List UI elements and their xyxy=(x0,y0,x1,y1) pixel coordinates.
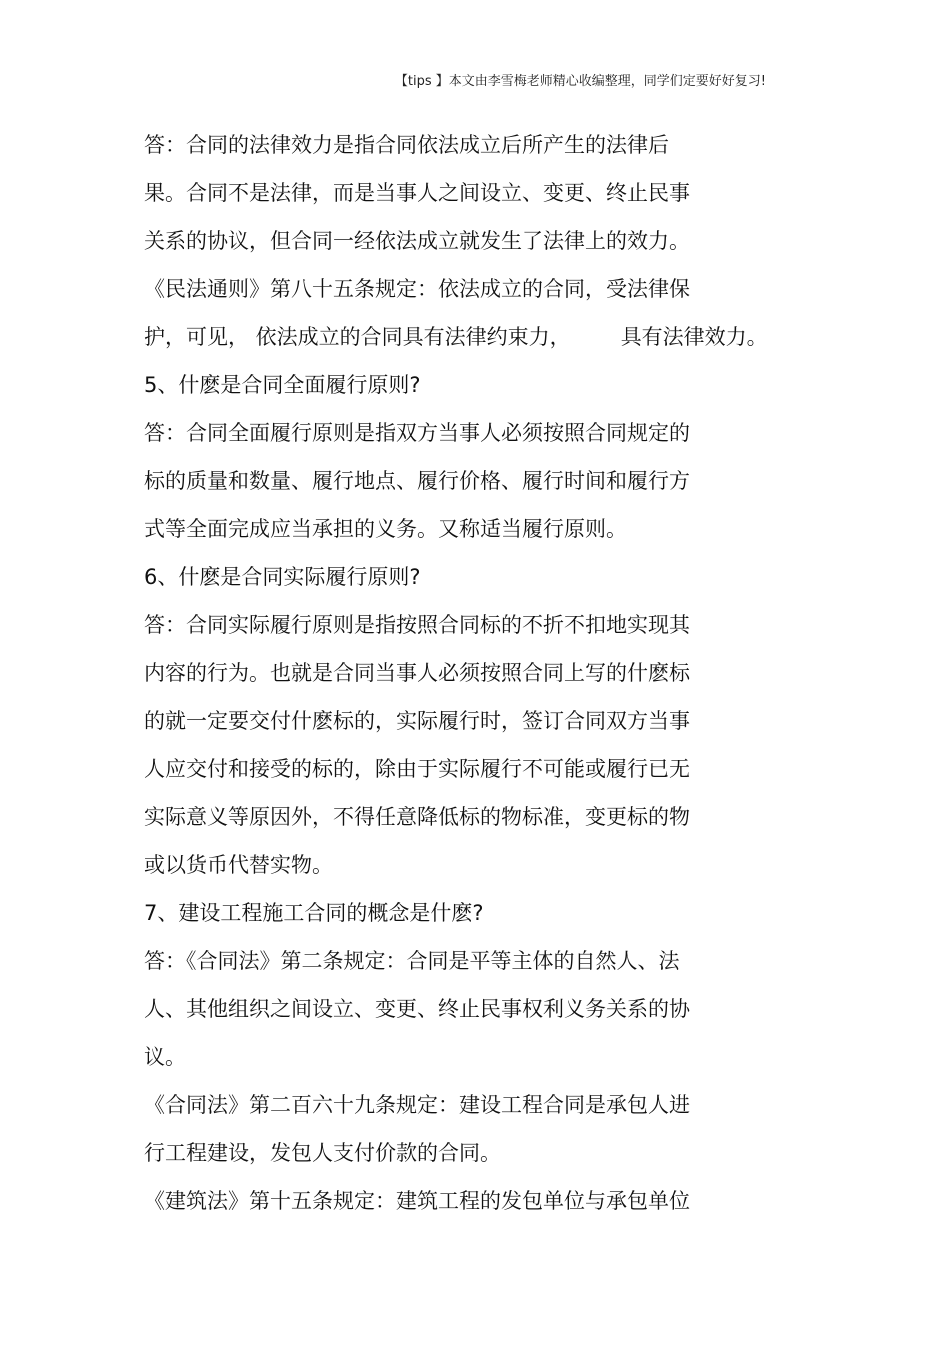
text-line: 或以货币代替实物。 xyxy=(144,853,333,877)
text-line: 的就一定要交付什麽标的，实际履行时，签订合同双方当事 xyxy=(144,709,690,733)
text-line: 《建筑法》第十五条规定：建筑工程的发包单位与承包单位 xyxy=(144,1189,690,1213)
text-line: 式等全面完成应当承担的义务。又称适当履行原则。 xyxy=(144,517,627,541)
text-line: 答：合同实际履行原则是指按照合同标的不折不扣地实现其 xyxy=(144,613,690,637)
question-heading: 5、什麽是合同全面履行原则? xyxy=(144,373,421,397)
text-line xyxy=(144,320,824,368)
text-line: 议。 xyxy=(144,1045,186,1069)
text-line: 《民法通则》第八十五条规定：依法成立的合同，受法律保 xyxy=(144,277,690,301)
text-line: 关系的协议，但合同一经依法成立就发生了法律上的效力。 xyxy=(144,229,690,253)
header-tip: 【tips 】本文由李雪梅老师精心收编整理，同学们定要好好复习! xyxy=(394,74,766,89)
question-heading: 7、建设工程施工合同的概念是什麽? xyxy=(144,901,484,925)
text-line: 内容的行为。也就是合同当事人必须按照合同上写的什麽标 xyxy=(144,661,690,685)
text-line: 《合同法》第二百六十九条规定：建设工程合同是承包人进 xyxy=(144,1093,690,1117)
text-line-part: 护，可见， 依法成立的合同具有法律约束力， xyxy=(144,325,571,349)
text-line: 行工程建设，发包人支付价款的合同。 xyxy=(144,1141,501,1165)
text-line: 人应交付和接受的标的，除由于实际履行不可能或履行已无 xyxy=(144,757,690,781)
question-heading: 6、什麽是合同实际履行原则? xyxy=(144,565,421,589)
text-line: 答：合同全面履行原则是指双方当事人必须按照合同规定的 xyxy=(144,421,690,445)
text-line: 果。合同不是法律，而是当事人之间设立、变更、终止民事 xyxy=(144,181,690,205)
document-body xyxy=(144,128,824,1232)
text-line: 标的质量和数量、履行地点、履行价格、履行时间和履行方 xyxy=(144,469,690,493)
text-line: 答：合同的法律效力是指合同依法成立后所产生的法律后 xyxy=(144,133,669,157)
text-line-part: 具有法律效力。 xyxy=(620,325,768,349)
text-line: 答：《合同法》第二条规定：合同是平等主体的自然人、法 xyxy=(144,949,680,973)
text-line: 人、其他组织之间设立、变更、终止民事权利义务关系的协 xyxy=(144,997,690,1021)
text-line: 实际意义等原因外，不得任意降低标的物标准，变更标的物 xyxy=(144,805,690,829)
